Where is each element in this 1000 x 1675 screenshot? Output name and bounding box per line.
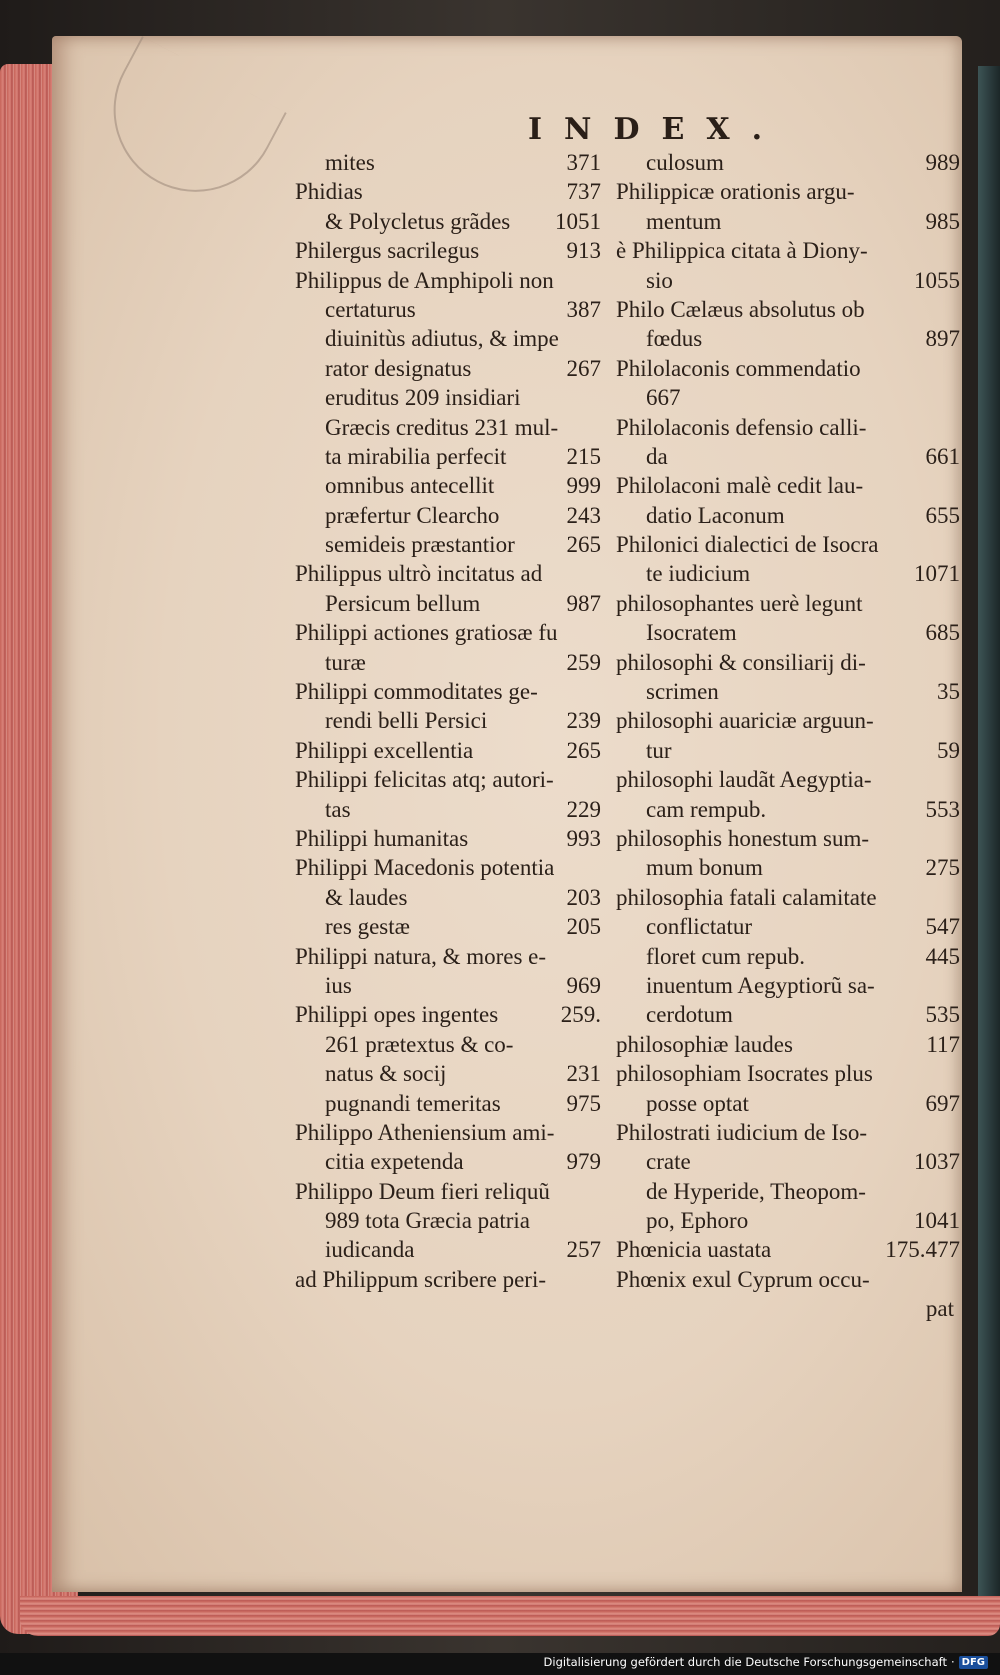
index-entry [295, 1030, 601, 1059]
index-entry-text: philosophia fatali calamitate [616, 884, 877, 910]
index-entry [616, 1206, 960, 1235]
index-entry [616, 648, 960, 677]
index-entry [295, 324, 601, 353]
index-entry [616, 677, 960, 706]
index-entry [295, 677, 601, 706]
dfg-logo: DFG [959, 1656, 988, 1669]
index-entry [616, 413, 960, 442]
index-column-right [616, 148, 960, 1324]
index-entry-text: omnibus antecellit [325, 473, 495, 499]
index-entry [616, 295, 960, 324]
index-entry [616, 736, 960, 765]
index-entry-text: Philippi felicitas atq; autori- [295, 767, 554, 793]
index-entry-page: 205 [566, 914, 601, 940]
index-entry [616, 324, 960, 353]
index-entry [295, 795, 601, 824]
index-entry-text: da [646, 443, 668, 469]
index-entry [616, 706, 960, 735]
index-entry-text: Philolaconis defensio calli- [616, 414, 867, 440]
index-entry [295, 148, 601, 177]
index-entry-text: Philippi commoditates ge- [295, 679, 538, 705]
book-cover-edge [978, 66, 1000, 1626]
index-entry-page: 737 [566, 179, 601, 205]
index-entry-text: Græcis creditus 231 mul- [325, 414, 559, 440]
index-entry-text: è Philippica citata à Diony- [616, 238, 868, 264]
index-entry [295, 883, 601, 912]
index-entry [295, 266, 601, 295]
index-entry [616, 618, 960, 647]
index-entry [616, 177, 960, 206]
index-entry-text: mites [325, 150, 375, 175]
index-entry-page: 387 [566, 296, 601, 322]
index-entry-text: philosophantes uerè legunt [616, 590, 863, 616]
index-entry-text: philosophis honestum sum- [616, 825, 870, 851]
index-entry [616, 942, 960, 971]
index-entry-text: 667 [646, 385, 681, 411]
index-entry-page: 35 [937, 679, 960, 705]
index-entry [616, 1030, 960, 1059]
index-entry-page: 989 [925, 150, 960, 175]
index-entry-page: 267 [566, 355, 601, 381]
index-entry [616, 1059, 960, 1088]
index-entry-text: Philippus de Amphipoli non [295, 267, 554, 293]
index-entry-text: Phœnicia uastata [616, 1237, 772, 1263]
index-entry [616, 354, 960, 383]
index-entry [616, 1177, 960, 1206]
index-entry-text: & laudes [325, 884, 408, 910]
index-entry [616, 589, 960, 618]
index-entry [295, 618, 601, 647]
index-entry-text: rendi belli Persici [325, 708, 488, 734]
index-entry [295, 912, 601, 941]
index-entry-text: Philippus ultrò incitatus ad [295, 561, 543, 587]
footer-credit: Digitalisierung gefördert durch die Deutsche Forschungsgemeinschaft [543, 1655, 947, 1669]
index-entry [616, 1147, 960, 1176]
index-entry [295, 648, 601, 677]
index-entry [616, 883, 960, 912]
index-entry-page: 239 [566, 708, 601, 734]
index-entry-text: citia expetenda [325, 1149, 464, 1175]
index-entry [295, 736, 601, 765]
index-entry-page: 913 [566, 238, 601, 264]
index-entry [295, 1147, 601, 1176]
index-entry [616, 971, 960, 1000]
index-entry-text: crate [646, 1149, 691, 1175]
index-entry [616, 1118, 960, 1147]
index-entry [616, 1235, 960, 1264]
index-entry [616, 266, 960, 295]
index-entry [616, 765, 960, 794]
index-entry-page: 175.477 [885, 1237, 960, 1263]
index-entry-text: datio Laconum [646, 502, 785, 528]
index-entry-text: Philostrati iudicium de Iso- [616, 1119, 868, 1145]
index-entry [295, 177, 601, 206]
index-entry-text: Philergus sacrilegus [295, 238, 480, 264]
index-entry-page: 229 [566, 796, 601, 822]
index-entry-page: 203 [566, 884, 601, 910]
index-entry-text: ius [325, 972, 352, 998]
index-entry [616, 1294, 960, 1323]
index-entry [295, 942, 601, 971]
index-entry [616, 853, 960, 882]
index-entry-text: turæ [325, 649, 366, 675]
index-entry-text: præfertur Clearcho [325, 502, 500, 528]
index-entry [295, 1000, 601, 1029]
index-entry-text: fœdus [646, 326, 703, 352]
index-entry-page: 999 [566, 473, 601, 499]
index-entry-text: scrimen [646, 679, 719, 705]
index-entry [295, 1059, 601, 1088]
index-entry-page: 1051 [555, 208, 601, 234]
index-entry-text: Philippo Atheniensium ami- [295, 1119, 555, 1145]
page-clip-mark [85, 36, 287, 221]
index-entry-text: mentum [646, 208, 722, 234]
index-entry [295, 1118, 601, 1147]
index-entry [295, 824, 601, 853]
index-entry [295, 1265, 601, 1294]
page-header: INDEX. [528, 112, 785, 147]
index-entry-page: 259. [560, 1002, 601, 1028]
index-entry-page: 117 [926, 1031, 960, 1057]
index-entry-page: 661 [925, 443, 960, 469]
index-entry-page: 547 [925, 914, 960, 940]
index-entry-text: natus & socij [325, 1061, 447, 1087]
index-entry-page: 265 [566, 737, 601, 763]
index-entry-text: ad Philippum scribere peri- [295, 1266, 547, 1292]
index-entry-text: & Polycletus grãdes [325, 208, 511, 234]
index-entry [616, 912, 960, 941]
index-entry-text: pat [925, 1296, 954, 1322]
index-entry [616, 1000, 960, 1029]
index-entry-text: Phidias [295, 179, 363, 205]
index-entry-text: pugnandi temeritas [325, 1090, 501, 1116]
index-entry [295, 765, 601, 794]
index-entry [616, 236, 960, 265]
index-entry [295, 1177, 601, 1206]
index-entry-text: posse optat [646, 1090, 749, 1116]
index-entry-page: 257 [566, 1237, 601, 1263]
index-entry-page: 1071 [914, 561, 960, 587]
index-entry-page: 655 [925, 502, 960, 528]
index-entry-text: Philolaconi malè cedit lau- [616, 473, 864, 499]
index-entry [616, 559, 960, 588]
index-entry [295, 706, 601, 735]
digitization-footer: Digitalisierung gefördert durch die Deutsche Forschungsgemeinschaft · DFG [544, 1655, 988, 1669]
index-entry-page: 231 [566, 1061, 601, 1087]
index-entry [295, 559, 601, 588]
index-entry-text: mum bonum [646, 855, 763, 881]
index-entry-text: 989 tota Græcia patria [325, 1208, 531, 1234]
index-entry [295, 207, 601, 236]
index-entry-text: Philo Cælæus absolutus ob [616, 296, 865, 322]
index-entry-text: Philippicæ orationis argu- [616, 179, 855, 205]
index-entry [295, 442, 601, 471]
index-entry [616, 1089, 960, 1118]
index-entry [295, 501, 601, 530]
index-entry [295, 236, 601, 265]
index-entry-text: tas [325, 796, 351, 822]
index-entry-page: 1041 [914, 1208, 960, 1234]
index-entry-page: 553 [925, 796, 960, 822]
index-entry-text: inuentum Aegyptiorũ sa- [646, 972, 875, 998]
index-entry-page: 445 [925, 943, 960, 969]
index-entry [616, 148, 960, 177]
index-entry-text: floret cum repub. [646, 943, 806, 969]
index-entry-page: 975 [566, 1090, 601, 1116]
index-entry-text: conflictatur [646, 914, 753, 940]
index-entry-text: eruditus 209 insidiari [325, 385, 521, 411]
index-entry [616, 824, 960, 853]
index-entry-page: 685 [925, 620, 960, 646]
index-entry-page: 535 [925, 1002, 960, 1028]
index-entry-page: 987 [566, 590, 601, 616]
index-entry-text: philosophiam Isocrates plus [616, 1061, 873, 1087]
index-entry-text: cerdotum [646, 1002, 733, 1028]
index-entry [295, 471, 601, 500]
index-entry-page: 897 [925, 326, 960, 352]
index-entry [295, 853, 601, 882]
index-entry-text: tur [646, 737, 672, 763]
index-entry [616, 207, 960, 236]
index-entry-text: diuinitùs adiutus, & impe [325, 326, 559, 352]
index-entry [616, 471, 960, 500]
index-entry [616, 530, 960, 559]
index-entry-text: cam rempub. [646, 796, 767, 822]
index-entry [295, 1089, 601, 1118]
index-entry-text: Philonici dialectici de Isocra [616, 532, 879, 558]
index-entry-page: 1055 [914, 267, 960, 293]
index-entry-text: Isocratem [646, 620, 737, 646]
index-entry [295, 1235, 601, 1264]
index-entry [616, 501, 960, 530]
index-entry-text: certaturus [325, 296, 416, 322]
index-entry-text: Philippo Deum fieri reliquũ [295, 1178, 550, 1204]
index-entry [295, 295, 601, 324]
index-entry [295, 971, 601, 1000]
index-entry-text: res gestæ [325, 914, 410, 940]
index-entry-page: 979 [566, 1149, 601, 1175]
index-entry-page: 371 [566, 150, 601, 175]
index-entry-page: 1037 [914, 1149, 960, 1175]
index-entry [295, 1206, 601, 1235]
index-entry [616, 1265, 960, 1294]
index-entry-text: Philippi natura, & mores e- [295, 943, 547, 969]
index-entry-page: 969 [566, 972, 601, 998]
index-entry-text: culosum [646, 150, 724, 175]
index-entry-page: 259 [566, 649, 601, 675]
index-entry-text: Philolaconis commendatio [616, 355, 861, 381]
index-entry-page: 243 [566, 502, 601, 528]
index-entry [295, 354, 601, 383]
index-entry [295, 413, 601, 442]
index-entry-page: 215 [566, 443, 601, 469]
index-entry-text: sio [646, 267, 673, 293]
index-entry-page: 985 [925, 208, 960, 234]
index-entry-text: rator designatus [325, 355, 472, 381]
index-entry-page: 697 [925, 1090, 960, 1116]
index-entry-text: philosophi & consiliarij di- [616, 649, 866, 675]
index-entry-page: 265 [566, 532, 601, 558]
index-entry-text: philosophiæ laudes [616, 1031, 793, 1057]
index-column-left [295, 148, 601, 1294]
index-entry [295, 589, 601, 618]
index-entry-text: Philippi excellentia [295, 737, 474, 763]
index-entry [616, 383, 960, 412]
index-entry-text: iudicanda [325, 1237, 415, 1263]
index-entry-text: 261 prætextus & co- [325, 1031, 514, 1057]
index-entry-text: te iudicium [646, 561, 751, 587]
index-entry-text: po, Ephoro [646, 1208, 749, 1234]
index-entry-text: Philippi opes ingentes [295, 1002, 499, 1028]
index-entry-page: 993 [566, 825, 601, 851]
index-entry-text: philosophi auariciæ arguun- [616, 708, 874, 734]
index-entry-text: ta mirabilia perfecit [325, 443, 507, 469]
page-edges-bottom [20, 1596, 1000, 1636]
index-entry-text: Phœnix exul Cyprum occu- [616, 1266, 870, 1292]
index-entry-page: 59 [937, 737, 960, 763]
index-entry-text: Persicum bellum [325, 590, 481, 616]
index-entry-text: Philippi humanitas [295, 825, 469, 851]
index-entry-page: 275 [925, 855, 960, 881]
index-entry [295, 530, 601, 559]
index-entry-text: philosophi laudãt Aegyptia- [616, 767, 872, 793]
index-entry-text: semideis præstantior [325, 532, 515, 558]
index-entry [295, 383, 601, 412]
index-entry-text: de Hyperide, Theopom- [646, 1178, 866, 1204]
index-entry [616, 795, 960, 824]
index-entry-text: Philippi actiones gratiosæ fu [295, 620, 558, 646]
index-entry-text: Philippi Macedonis potentia [295, 855, 555, 881]
index-entry [616, 442, 960, 471]
